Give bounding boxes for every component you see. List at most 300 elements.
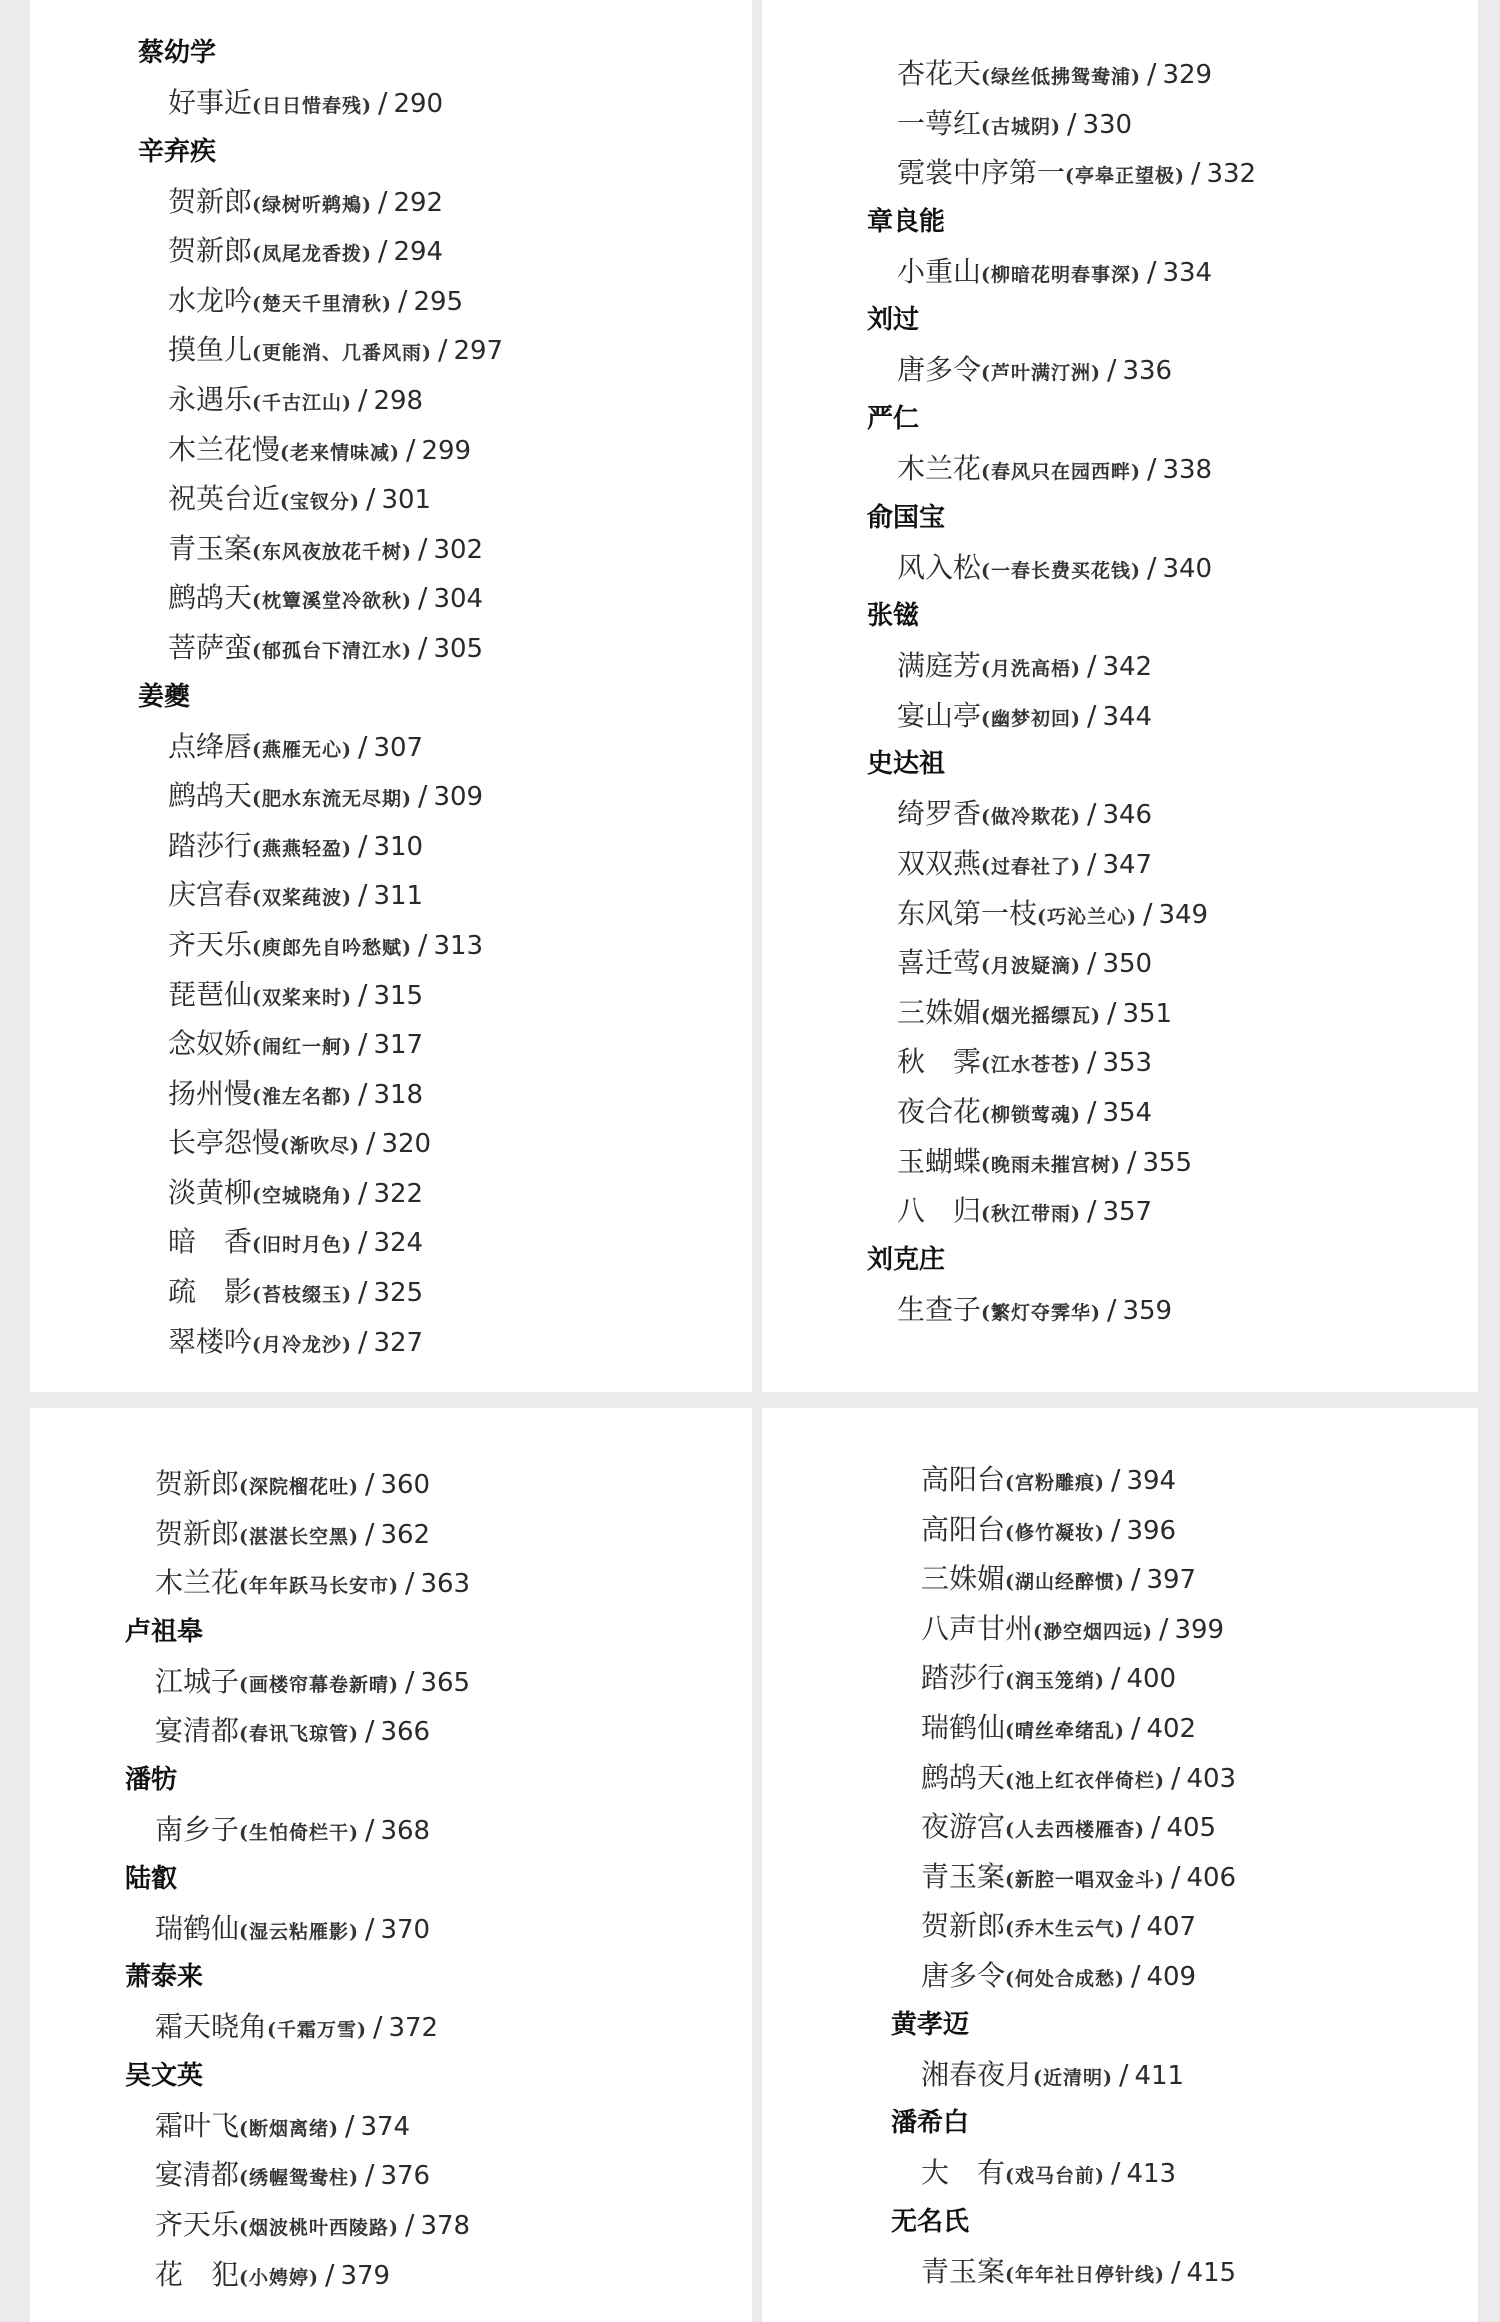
paren-open: ( bbox=[1005, 1918, 1016, 1941]
paren-open: ( bbox=[1005, 1670, 1016, 1693]
author-heading: 蔡幼学 bbox=[138, 38, 217, 68]
toc-entry bbox=[168, 325, 752, 375]
paren-close: ) bbox=[1051, 115, 1062, 138]
toc-entry bbox=[897, 1087, 1478, 1137]
toc-entry bbox=[921, 1604, 1478, 1654]
poem-title: 大 有 bbox=[921, 2156, 1006, 2190]
toc-entry bbox=[897, 49, 1478, 99]
separator: / bbox=[1131, 1710, 1141, 1744]
first-line: 巧沁兰心 bbox=[1047, 905, 1128, 928]
poem-title: 双双燕 bbox=[897, 846, 982, 880]
toc-entry bbox=[921, 1554, 1478, 1604]
poem-title: 八声甘州 bbox=[921, 1611, 1034, 1645]
separator: / bbox=[365, 1714, 375, 1748]
page-number: 357 bbox=[1102, 1197, 1153, 1228]
author-heading: 章良能 bbox=[867, 206, 946, 237]
separator: / bbox=[1119, 2057, 1129, 2091]
toc-entry bbox=[155, 2150, 752, 2200]
paren-close: ) bbox=[1155, 2263, 1166, 2286]
first-line: 绣幄鸳鸯柱 bbox=[249, 2167, 350, 2190]
page-number: 376 bbox=[380, 2161, 431, 2192]
paren-close: ) bbox=[1071, 707, 1082, 730]
author-heading: 吴文英 bbox=[125, 2060, 204, 2091]
toc-entry bbox=[921, 1703, 1478, 1753]
separator: / bbox=[1147, 550, 1157, 584]
page-number: 305 bbox=[433, 633, 484, 664]
page-number: 363 bbox=[420, 1569, 471, 1600]
first-line: 庾郎先自吟愁赋 bbox=[262, 936, 403, 959]
paren-open: ( bbox=[252, 936, 263, 959]
first-line: 江水苍苍 bbox=[991, 1054, 1072, 1077]
page-number: 318 bbox=[373, 1079, 424, 1110]
separator: / bbox=[405, 2207, 415, 2241]
separator: / bbox=[1087, 946, 1097, 980]
toc-entry bbox=[897, 789, 1478, 839]
paren-open: ( bbox=[252, 738, 263, 761]
paren-open: ( bbox=[981, 855, 992, 878]
poem-title: 八 归 bbox=[897, 1194, 982, 1228]
separator: / bbox=[405, 1566, 415, 1600]
poem-title: 淡黄柳 bbox=[168, 1175, 253, 1209]
toc-entry bbox=[155, 1657, 752, 1707]
paren-open: ( bbox=[981, 806, 992, 829]
separator: / bbox=[1087, 698, 1097, 732]
separator: / bbox=[366, 482, 376, 516]
separator: / bbox=[1107, 353, 1117, 387]
separator: / bbox=[1087, 846, 1097, 880]
paren-close: ) bbox=[342, 986, 353, 1009]
first-line: 年年社日停针线 bbox=[1015, 2263, 1156, 2286]
poem-title: 暗 香 bbox=[168, 1225, 253, 1259]
paren-open: ( bbox=[1005, 1769, 1016, 1792]
paren-close: ) bbox=[1071, 955, 1082, 978]
page-number: 325 bbox=[373, 1278, 424, 1309]
separator: / bbox=[1107, 1292, 1117, 1326]
paren-open: ( bbox=[1005, 1521, 1016, 1544]
page-number: 324 bbox=[373, 1228, 424, 1259]
separator: / bbox=[358, 382, 368, 416]
page-number: 327 bbox=[373, 1327, 424, 1358]
first-line: 月波疑滴 bbox=[991, 955, 1072, 978]
paren-open: ( bbox=[239, 1920, 250, 1943]
first-line: 晴丝牵绪乱 bbox=[1015, 1719, 1116, 1742]
first-line: 燕燕轻盈 bbox=[262, 837, 343, 860]
paren-open: ( bbox=[1005, 1868, 1016, 1891]
poem-title: 青玉案 bbox=[921, 1859, 1006, 1893]
separator: / bbox=[1131, 1909, 1141, 1943]
first-line: 日日惜春残 bbox=[262, 95, 363, 117]
paren-close: ) bbox=[1131, 66, 1142, 88]
toc-entry bbox=[897, 99, 1478, 149]
toc-entry bbox=[921, 1901, 1478, 1951]
poem-title: 青玉案 bbox=[921, 2254, 1006, 2288]
page-number: 338 bbox=[1162, 454, 1213, 485]
poem-title: 一萼红 bbox=[897, 106, 982, 140]
author-heading: 史达祖 bbox=[867, 749, 946, 780]
separator: / bbox=[398, 283, 408, 317]
poem-title: 贺新郎 bbox=[155, 1467, 240, 1500]
toc-entry bbox=[897, 938, 1478, 988]
separator: / bbox=[373, 2010, 383, 2044]
toc-column bbox=[30, 0, 752, 1366]
page-number: 350 bbox=[1102, 949, 1153, 980]
page-number: 298 bbox=[373, 385, 424, 416]
paren-open: ( bbox=[239, 2266, 250, 2289]
toc-entry bbox=[168, 573, 752, 623]
paren-open: ( bbox=[239, 1525, 250, 1548]
paren-open: ( bbox=[1005, 1819, 1016, 1842]
separator: / bbox=[1111, 1463, 1121, 1496]
author-heading: 俞国宝 bbox=[867, 502, 946, 533]
author-heading: 辛弃疾 bbox=[138, 136, 217, 167]
poem-title: 贺新郎 bbox=[168, 234, 253, 268]
paren-open: ( bbox=[252, 1085, 263, 1108]
poem-title: 摸鱼儿 bbox=[168, 333, 253, 367]
toc-entry bbox=[168, 524, 752, 574]
paren-close: ) bbox=[342, 738, 353, 761]
toc-entry bbox=[168, 722, 752, 772]
separator: / bbox=[1171, 1859, 1181, 1893]
first-line: 幽梦初回 bbox=[991, 707, 1072, 730]
author-heading: 严仁 bbox=[867, 403, 920, 434]
paren-close: ) bbox=[1071, 1054, 1082, 1077]
paren-open: ( bbox=[1065, 165, 1076, 188]
separator: / bbox=[1087, 1045, 1097, 1079]
paren-close: ) bbox=[329, 2117, 340, 2140]
first-line: 渺空烟四远 bbox=[1043, 1620, 1144, 1643]
paren-close: ) bbox=[342, 1036, 353, 1059]
paren-open: ( bbox=[252, 1184, 263, 1207]
page-number: 353 bbox=[1102, 1048, 1153, 1079]
toc-entry bbox=[168, 375, 752, 425]
toc-entry bbox=[155, 2250, 752, 2300]
toc-entry bbox=[921, 1505, 1478, 1555]
poem-title: 踏莎行 bbox=[921, 1661, 1006, 1695]
separator: / bbox=[406, 432, 416, 466]
separator: / bbox=[358, 1324, 368, 1358]
paren-close: ) bbox=[350, 491, 361, 514]
paren-open: ( bbox=[1005, 1967, 1016, 1990]
poem-title: 祝英台近 bbox=[168, 482, 281, 516]
toc-entry bbox=[921, 1802, 1478, 1852]
page-number: 409 bbox=[1146, 1961, 1197, 1992]
first-line: 郁孤台下清江水 bbox=[262, 639, 403, 662]
poem-title: 霓裳中序第一 bbox=[897, 156, 1066, 190]
paren-close: ) bbox=[1115, 1719, 1126, 1742]
first-line: 烟波桃叶西陵路 bbox=[249, 2216, 390, 2239]
author-heading: 刘克庄 bbox=[867, 1244, 946, 1275]
first-line: 近清明 bbox=[1043, 2066, 1104, 2089]
poem-title: 玉蝴蝶 bbox=[897, 1144, 982, 1178]
poem-title: 喜迁莺 bbox=[897, 946, 982, 980]
paren-close: ) bbox=[342, 1085, 353, 1108]
separator: / bbox=[438, 333, 448, 367]
toc-entry bbox=[168, 821, 752, 871]
paren-close: ) bbox=[402, 639, 413, 662]
separator: / bbox=[358, 878, 368, 912]
poem-title: 高阳台 bbox=[921, 1512, 1006, 1546]
toc-entry bbox=[897, 889, 1478, 939]
paren-open: ( bbox=[280, 1135, 291, 1158]
first-line: 千霜万雪 bbox=[277, 2019, 358, 2042]
page-number: 332 bbox=[1206, 159, 1257, 190]
toc-column bbox=[30, 1408, 752, 2299]
paren-open: ( bbox=[252, 887, 263, 910]
author-heading: 无名氏 bbox=[891, 2206, 970, 2237]
first-line: 苔枝缀玉 bbox=[262, 1284, 343, 1307]
first-line: 亭皋正望极 bbox=[1075, 165, 1176, 188]
separator: / bbox=[1159, 1611, 1169, 1645]
first-line: 千古江山 bbox=[262, 391, 343, 414]
paren-close: ) bbox=[389, 1575, 400, 1598]
page-number: 310 bbox=[373, 831, 424, 862]
first-line: 柳锁莺魂 bbox=[991, 1103, 1072, 1126]
page-number: 413 bbox=[1126, 2159, 1177, 2190]
toc-entry bbox=[168, 970, 752, 1020]
paren-open: ( bbox=[252, 292, 263, 315]
poem-title: 贺新郎 bbox=[168, 184, 253, 218]
poem-title: 唐多令 bbox=[897, 353, 982, 387]
author-heading: 姜夔 bbox=[138, 681, 191, 712]
page-number: 368 bbox=[380, 1815, 431, 1846]
separator: / bbox=[366, 1126, 376, 1160]
separator: / bbox=[1151, 1810, 1161, 1844]
first-line: 柳暗花明春事深 bbox=[991, 263, 1132, 286]
first-line: 小娉婷 bbox=[249, 2266, 310, 2289]
poem-title: 鹧鸪天 bbox=[168, 779, 253, 813]
poem-title: 菩萨蛮 bbox=[168, 630, 253, 664]
paren-open: ( bbox=[1005, 1571, 1016, 1594]
first-line: 繁灯夺霁华 bbox=[991, 1301, 1092, 1324]
separator: / bbox=[1087, 1094, 1097, 1128]
first-line: 秋江带雨 bbox=[991, 1203, 1072, 1226]
toc-entry bbox=[921, 2148, 1478, 2198]
poem-title: 好事近 bbox=[168, 86, 253, 119]
first-line: 渐吹尽 bbox=[290, 1135, 351, 1158]
paren-open: ( bbox=[239, 2117, 250, 2140]
first-line: 月洗高梧 bbox=[991, 658, 1072, 681]
separator: / bbox=[358, 977, 368, 1011]
toc-entry bbox=[168, 1118, 752, 1168]
separator: / bbox=[1087, 1194, 1097, 1228]
poem-title: 宴山亭 bbox=[897, 698, 982, 732]
paren-close: ) bbox=[1115, 1571, 1126, 1594]
toc-entry bbox=[168, 1217, 752, 1267]
page-number: 360 bbox=[380, 1470, 431, 1500]
toc-entry bbox=[155, 1558, 752, 1608]
poem-title: 青玉案 bbox=[168, 531, 253, 565]
toc-entry bbox=[168, 1069, 752, 1119]
toc-panel-3 bbox=[30, 1408, 752, 2322]
paren-close: ) bbox=[1095, 1670, 1106, 1693]
paren-open: ( bbox=[252, 243, 263, 266]
paren-open: ( bbox=[1033, 1620, 1044, 1643]
poem-title: 秋 霁 bbox=[897, 1045, 982, 1079]
paren-close: ) bbox=[1095, 2165, 1106, 2188]
paren-open: ( bbox=[252, 95, 263, 117]
separator: / bbox=[358, 1027, 368, 1061]
poem-title: 念奴娇 bbox=[168, 1027, 253, 1061]
paren-open: ( bbox=[252, 540, 263, 563]
paren-close: ) bbox=[1071, 1103, 1082, 1126]
first-line: 何处合成愁 bbox=[1015, 1967, 1116, 1990]
paren-close: ) bbox=[1071, 1203, 1082, 1226]
toc-entry bbox=[897, 345, 1478, 395]
page-number: 415 bbox=[1186, 2257, 1237, 2288]
poem-title: 湘春夜月 bbox=[921, 2057, 1034, 2091]
page-number: 292 bbox=[393, 187, 444, 218]
page-number: 407 bbox=[1146, 1912, 1197, 1943]
paren-close: ) bbox=[1091, 1004, 1102, 1027]
page-number: 374 bbox=[360, 2111, 411, 2142]
separator: / bbox=[358, 1225, 368, 1259]
author-heading: 卢祖皋 bbox=[125, 1616, 204, 1647]
poem-title: 长亭怨慢 bbox=[168, 1126, 281, 1160]
page-number: 302 bbox=[433, 534, 484, 565]
page-number: 320 bbox=[381, 1129, 432, 1160]
first-line: 更能消、几番风雨 bbox=[262, 342, 423, 365]
page-number: 322 bbox=[373, 1178, 424, 1209]
paren-close: ) bbox=[402, 936, 413, 959]
toc-entry bbox=[921, 1455, 1478, 1505]
toc-entry bbox=[921, 2247, 1478, 2297]
poem-title: 鹧鸪天 bbox=[168, 581, 253, 615]
separator: / bbox=[405, 1664, 415, 1698]
paren-open: ( bbox=[981, 707, 992, 730]
poem-title: 江城子 bbox=[155, 1664, 240, 1698]
separator: / bbox=[325, 2257, 335, 2291]
paren-close: ) bbox=[342, 837, 353, 860]
paren-close: ) bbox=[349, 2167, 360, 2190]
first-line: 春风只在园西畔 bbox=[991, 460, 1132, 483]
poem-title: 三姝媚 bbox=[897, 995, 982, 1029]
paren-close: ) bbox=[342, 1184, 353, 1207]
toc-entry bbox=[921, 1753, 1478, 1803]
toc-entry bbox=[168, 425, 752, 475]
page-number: 359 bbox=[1122, 1295, 1173, 1326]
toc-entry bbox=[155, 2200, 752, 2250]
toc-entry bbox=[897, 839, 1478, 889]
first-line: 枕簟溪堂冷欲秋 bbox=[262, 590, 403, 613]
separator: / bbox=[365, 2158, 375, 2192]
page-number: 349 bbox=[1158, 899, 1209, 930]
separator: / bbox=[1171, 2254, 1181, 2288]
separator: / bbox=[1127, 1144, 1137, 1178]
poem-title: 宴清都 bbox=[155, 2158, 240, 2192]
toc-entry bbox=[921, 1653, 1478, 1703]
paren-close: ) bbox=[402, 788, 413, 811]
toc-entry bbox=[168, 474, 752, 524]
page-number: 329 bbox=[1162, 60, 1213, 90]
page-number: 366 bbox=[380, 1717, 431, 1748]
paren-open: ( bbox=[252, 193, 263, 216]
page-number: 402 bbox=[1146, 1713, 1197, 1744]
toc-entry bbox=[168, 920, 752, 970]
author-heading: 潘希白 bbox=[891, 2108, 970, 2139]
paren-open: ( bbox=[981, 559, 992, 582]
poem-title: 庆宫春 bbox=[168, 878, 253, 912]
paren-open: ( bbox=[981, 1103, 992, 1126]
paren-close: ) bbox=[402, 540, 413, 563]
toc-entry bbox=[897, 148, 1478, 198]
page-number: 347 bbox=[1102, 849, 1153, 880]
poem-title: 水龙吟 bbox=[168, 283, 253, 317]
page-number: 362 bbox=[380, 1519, 431, 1550]
first-line: 湖山经醉惯 bbox=[1015, 1571, 1116, 1594]
page-number: 313 bbox=[433, 930, 484, 961]
first-line: 旧时月色 bbox=[262, 1234, 343, 1257]
author-heading: 刘过 bbox=[867, 305, 920, 336]
toc-entry bbox=[897, 444, 1478, 494]
first-line: 人去西楼雁杳 bbox=[1015, 1819, 1136, 1842]
toc-entry bbox=[897, 691, 1478, 741]
paren-open: ( bbox=[1037, 905, 1048, 928]
paren-open: ( bbox=[239, 1673, 250, 1696]
first-line: 修竹凝妆 bbox=[1015, 1521, 1096, 1544]
paren-close: ) bbox=[1111, 1153, 1122, 1176]
toc-column bbox=[762, 1408, 1478, 2296]
first-line: 老来情味减 bbox=[290, 441, 391, 464]
toc-column bbox=[762, 0, 1478, 1334]
paren-close: ) bbox=[342, 391, 353, 414]
first-line: 宫粉雕痕 bbox=[1015, 1472, 1096, 1494]
paren-close: ) bbox=[422, 342, 433, 365]
first-line: 润玉笼绡 bbox=[1015, 1670, 1096, 1693]
first-line: 绿树听鹈鴂 bbox=[262, 193, 363, 216]
separator: / bbox=[418, 581, 428, 615]
page-number: 330 bbox=[1082, 109, 1133, 140]
page-number: 299 bbox=[421, 435, 472, 466]
paren-close: ) bbox=[342, 1284, 353, 1307]
separator: / bbox=[1107, 995, 1117, 1029]
paren-open: ( bbox=[1005, 2165, 1016, 2188]
poem-title: 杏花天 bbox=[897, 57, 982, 90]
paren-open: ( bbox=[252, 639, 263, 662]
page-number: 378 bbox=[420, 2210, 471, 2241]
toc-panel-2 bbox=[762, 0, 1478, 1392]
poem-title: 南乡子 bbox=[155, 1812, 240, 1846]
first-line: 深院榴花吐 bbox=[249, 1476, 350, 1498]
first-line: 一春长费买花钱 bbox=[991, 559, 1132, 582]
first-line: 生怕倚栏干 bbox=[249, 1821, 350, 1844]
toc-entry bbox=[168, 226, 752, 276]
paren-close: ) bbox=[349, 1821, 360, 1844]
paren-close: ) bbox=[1091, 362, 1102, 385]
paren-close: ) bbox=[362, 243, 373, 266]
toc-entry bbox=[168, 276, 752, 326]
toc-entry bbox=[897, 641, 1478, 691]
paren-close: ) bbox=[342, 1333, 353, 1356]
separator: / bbox=[418, 630, 428, 664]
page-number: 294 bbox=[393, 237, 444, 268]
separator: / bbox=[365, 1911, 375, 1945]
toc-entry bbox=[168, 1317, 752, 1367]
paren-close: ) bbox=[1103, 2066, 1114, 2089]
paren-close: ) bbox=[1091, 1301, 1102, 1324]
separator: / bbox=[1067, 106, 1077, 140]
poem-title: 东风第一枝 bbox=[897, 896, 1038, 930]
first-line: 古城阴 bbox=[991, 115, 1052, 138]
separator: / bbox=[358, 828, 368, 862]
paren-open: ( bbox=[981, 658, 992, 681]
paren-open: ( bbox=[1005, 1472, 1016, 1494]
page-number: 351 bbox=[1122, 998, 1173, 1029]
paren-close: ) bbox=[389, 2216, 400, 2239]
separator: / bbox=[1171, 1760, 1181, 1794]
paren-open: ( bbox=[252, 788, 263, 811]
paren-close: ) bbox=[402, 590, 413, 613]
poem-title: 风入松 bbox=[897, 550, 982, 584]
